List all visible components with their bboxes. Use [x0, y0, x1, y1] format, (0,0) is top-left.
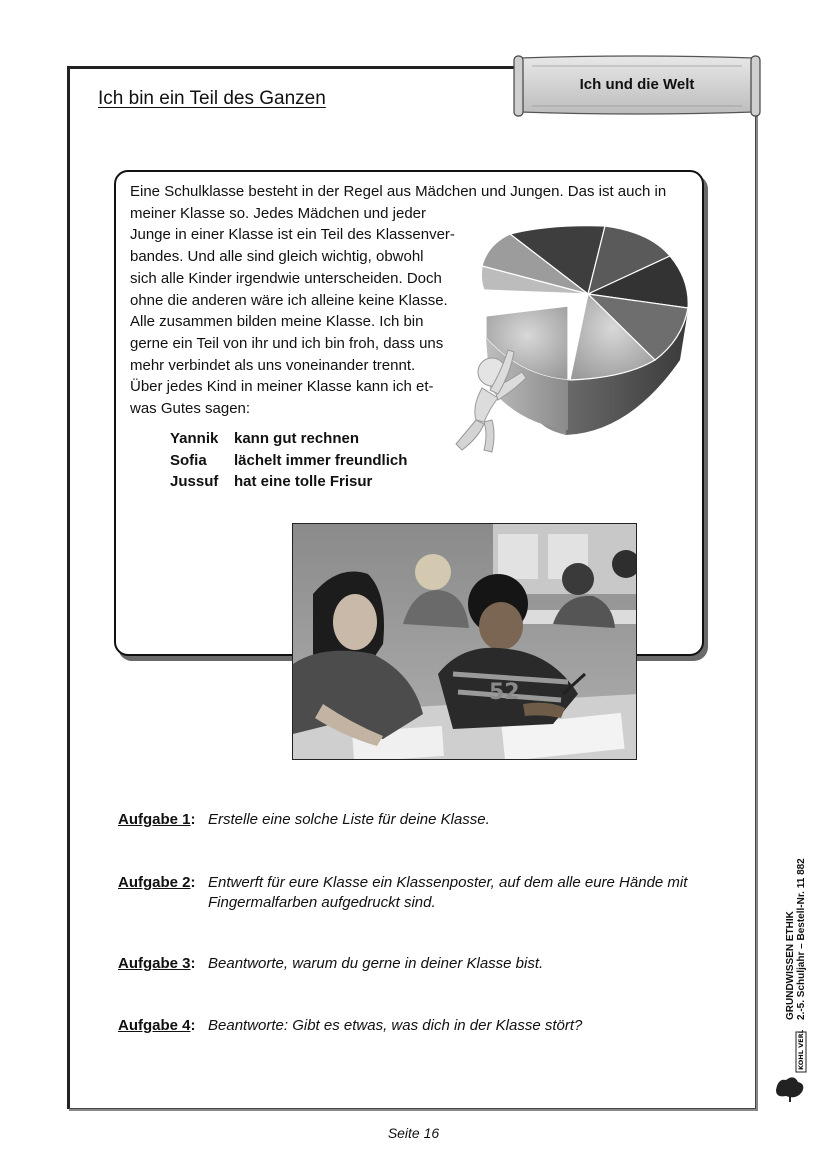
story-line: meiner Klasse so. Jedes Mädchen und jeder	[130, 204, 427, 222]
task-2	[118, 873, 688, 912]
topic-banner	[512, 54, 762, 118]
task-label	[118, 810, 208, 830]
task-4	[118, 1016, 688, 1036]
sidebar-order-number: 2.-5. Schuljahr – Bestell-Nr. 11 882	[796, 858, 807, 1020]
story-line: was Gutes sagen:	[130, 400, 251, 418]
task-text: Beantworte, warum du gerne in deiner Klasse bist.	[208, 955, 544, 972]
child-quality: hat eine tolle Frisur	[234, 473, 373, 490]
story-line: ohne die anderen wäre ich alleine keine Klasse.	[130, 291, 448, 309]
list-item	[170, 450, 407, 472]
publisher-logo-icon	[772, 1030, 810, 1102]
task-colon: :	[190, 1017, 196, 1034]
page-title: Ich bin ein Teil des Ganzen	[98, 88, 326, 109]
task-label	[118, 1016, 208, 1036]
sidebar-title: GRUNDWISSEN ETHIK	[785, 911, 796, 1020]
story-line: Über jedes Kind in meiner Klasse kann ich et-	[130, 378, 434, 396]
story-line: Eine Schulklasse besteht in der Regel aus Mädchen und Jungen. Das ist auch in	[130, 183, 667, 200]
child-quality: lächelt immer freundlich	[234, 451, 408, 469]
pie-figure-illustration	[450, 220, 694, 456]
publisher-logo	[772, 1030, 810, 1102]
story-line: sich alle Kinder irgendwie unterscheiden. Doch	[130, 269, 442, 287]
list-item	[170, 428, 407, 450]
child-name: Yannik	[170, 430, 219, 447]
classroom-photo	[292, 523, 637, 760]
story-line: Junge in einer Klasse ist ein Teil des Klassenver-	[130, 226, 455, 244]
story-line: Alle zusammen bilden meine Klasse. Ich bin	[130, 313, 424, 331]
story-line: mehr verbindet als uns voneinander trennt.	[130, 356, 416, 374]
task-colon: :	[190, 811, 196, 828]
publisher-name: KOHL VERLAG	[797, 1030, 805, 1070]
task-colon: :	[190, 874, 196, 891]
task-3	[118, 954, 688, 974]
task-label-text: Aufgabe 2	[118, 874, 191, 891]
task-text: Beantworte: Gibt es etwas, was dich in der Klasse stört?	[208, 1017, 583, 1034]
page-number: Seite 16	[387, 1125, 440, 1141]
task-label-text: Aufgabe 1	[118, 811, 191, 828]
list-item	[170, 471, 407, 493]
story-line: gerne ein Teil von ihr und ich bin froh, dass uns	[130, 334, 444, 352]
examples-list	[170, 428, 407, 493]
child-quality: kann gut rechnen	[234, 430, 360, 447]
classroom-photo-icon	[293, 524, 637, 760]
publisher-sidebar	[785, 858, 807, 1020]
svg-text:52: 52	[489, 680, 520, 705]
story-line: bandes. Und alle sind gleich wichtig, obwohl	[130, 248, 424, 266]
task-label-text: Aufgabe 4	[118, 1017, 191, 1034]
task-text: Erstelle eine solche Liste für deine Klasse.	[208, 811, 490, 828]
task-text: Entwerft für eure Klasse ein Klassenposter, auf dem alle eure Hände mit Fingermalfarben aufgedruckt sind.	[208, 874, 688, 911]
pie-with-figure-icon	[450, 220, 694, 456]
child-name: Sofia	[170, 451, 207, 469]
task-1	[118, 810, 688, 830]
task-label	[118, 954, 208, 974]
task-label-text: Aufgabe 3	[118, 955, 191, 972]
topic-banner-label: Ich und die Welt	[579, 76, 695, 93]
child-name: Jussuf	[170, 473, 219, 490]
task-label	[118, 873, 208, 912]
task-colon: :	[190, 955, 196, 972]
